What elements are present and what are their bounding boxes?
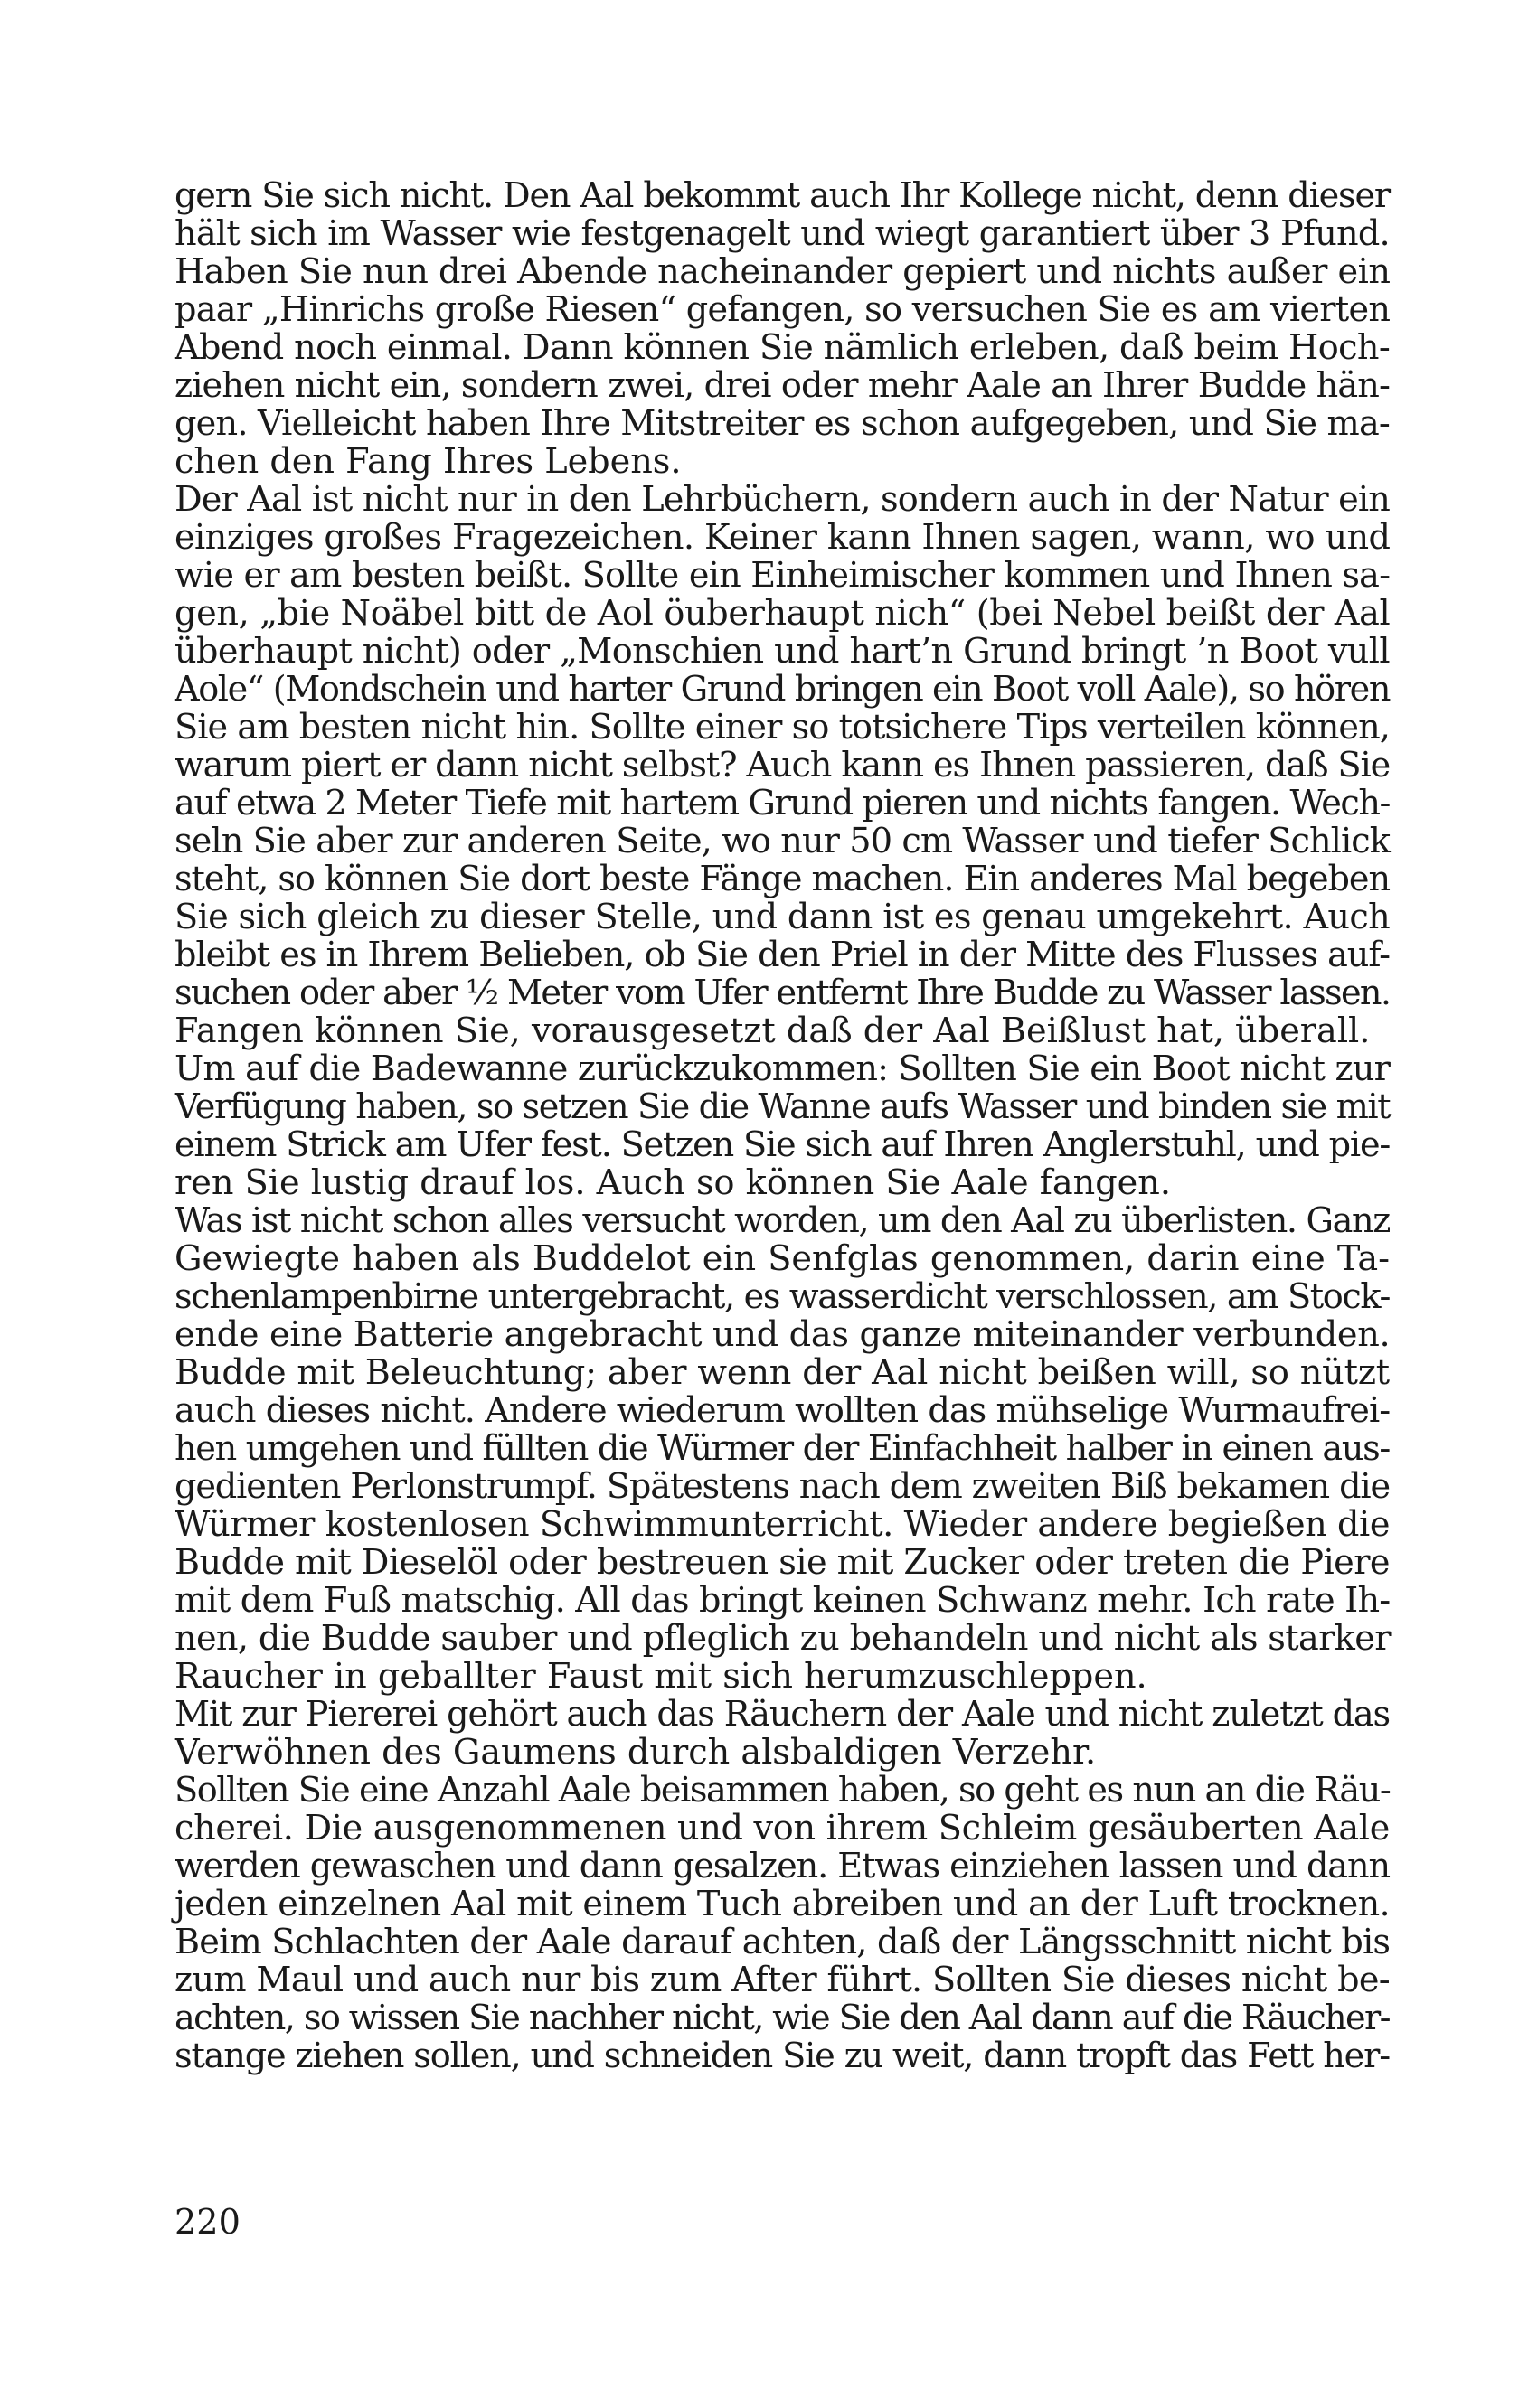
text-line: ren Sie lustig drauf los. Auch so können Sie Aale fangen. <box>175 1163 1172 1203</box>
text-line: paar „Hinrichs große Riesen“ gefangen, so versuchen Sie es am vierten <box>175 290 1391 330</box>
text-line: Verfügung haben, so setzen Sie die Wanne aufs Wasser und binden sie mit <box>175 1087 1391 1127</box>
text-line: Der Aal ist nicht nur in den Lehrbüchern, sondern auch in der Natur ein <box>175 480 1390 520</box>
text-line: Beim Schlachten der Aale darauf achten, daß der Längsschnitt nicht bis <box>175 1923 1391 1962</box>
text-line: Fangen können Sie, vorausgesetzt daß der Aal Beißlust hat, überall. <box>175 1011 1371 1051</box>
text-line: suchen oder aber ½ Meter vom Ufer entfernt Ihre Budde zu Wasser lassen. <box>175 974 1391 1013</box>
text-line: Verwöhnen des Gaumens durch alsbaldigen Verzehr. <box>175 1733 1097 1773</box>
body-text <box>175 177 1390 2075</box>
text-line: achten, so wissen Sie nachher nicht, wie Sie den Aal dann auf die Räucher- <box>175 1999 1390 2038</box>
text-line: Gewiegte haben als Buddelot ein Senfglas genommen, darin eine Ta- <box>175 1239 1390 1279</box>
text-line: cherei. Die ausgenommenen und von ihrem Schleim gesäuberten Aale <box>175 1809 1390 1848</box>
text-line: steht, so können Sie dort beste Fänge machen. Ein anderes Mal begeben <box>175 860 1390 899</box>
text-line: gedienten Perlonstrumpf. Spätestens nach dem zweiten Biß bekamen die <box>175 1467 1390 1507</box>
text-line: einziges großes Fragezeichen. Keiner kann Ihnen sagen, wann, wo und <box>175 518 1391 558</box>
text-line: mit dem Fuß matschig. All das bringt keinen Schwanz mehr. Ich rate Ih- <box>175 1581 1391 1621</box>
text-line: gern Sie sich nicht. Den Aal bekommt auch Ihr Kollege nicht, denn dieser <box>175 176 1390 216</box>
text-line: hen umgehen und füllten die Würmer der Einfachheit halber in einen aus- <box>175 1429 1390 1469</box>
text-line: jeden einzelnen Aal mit einem Tuch abreiben und an der Luft trocknen. <box>175 1885 1391 1924</box>
text-line: auch dieses nicht. Andere wiederum wollten das mühselige Wurmaufrei- <box>175 1391 1391 1431</box>
text-line: ziehen nicht ein, sondern zwei, drei oder mehr Aale an Ihrer Budde hän- <box>175 366 1390 406</box>
text-line: überhaupt nicht) oder „Monschien und hart’n Grund bringt ’n Boot vull <box>175 632 1390 672</box>
text-line: Sollten Sie eine Anzahl Aale beisammen haben, so geht es nun an die Räu- <box>175 1771 1391 1811</box>
text-line: Sie am besten nicht hin. Sollte einer so totsichere Tips verteilen können, <box>175 708 1391 748</box>
text-line: Abend noch einmal. Dann können Sie nämlich erleben, daß beim Hoch- <box>175 328 1391 368</box>
text-line: Budde mit Beleuchtung; aber wenn der Aal nicht beißen will, so nützt <box>175 1353 1390 1393</box>
text-line: hält sich im Wasser wie festgenagelt und wiegt garantiert über 3 Pfund. <box>175 214 1390 254</box>
text-line: einem Strick am Ufer fest. Setzen Sie sich auf Ihren Anglerstuhl, und pie- <box>175 1125 1391 1165</box>
text-line: nen, die Budde sauber und pfleglich zu behandeln und nicht als starker <box>175 1619 1391 1659</box>
text-line: Haben Sie nun drei Abende nacheinander gepiert und nichts außer ein <box>175 252 1391 292</box>
text-line: Aole“ (Mondschein und harter Grund bringen ein Boot voll Aale), so hören <box>175 670 1391 710</box>
text-line: gen, „bie Noäbel bitt de Aol öuberhaupt nich“ (bei Nebel beißt der Aal <box>175 594 1391 634</box>
text-line: Würmer kostenlosen Schwimmunterricht. Wieder andere begießen die <box>175 1505 1390 1545</box>
text-line: seln Sie aber zur anderen Seite, wo nur 50 cm Wasser und tiefer Schlick <box>175 822 1390 861</box>
text-line: gen. Vielleicht haben Ihre Mitstreiter es schon aufgegeben, und Sie ma- <box>175 404 1391 444</box>
text-line: stange ziehen sollen, und schneiden Sie zu weit, dann tropft das Fett her- <box>175 2036 1390 2076</box>
text-line: Mit zur Piererei gehört auch das Räuchern der Aale und nicht zuletzt das <box>175 1695 1390 1735</box>
text-line: bleibt es in Ihrem Belieben, ob Sie den Priel in der Mitte des Flusses auf- <box>175 936 1390 975</box>
text-line: Budde mit Dieselöl oder bestreuen sie mit Zucker oder treten die Piere <box>175 1543 1390 1583</box>
text-line: schenlampenbirne untergebracht, es wasserdicht verschlossen, am Stock- <box>175 1277 1390 1317</box>
text-line: Sie sich gleich zu dieser Stelle, und dann ist es genau umgekehrt. Auch <box>175 898 1391 937</box>
text-line: zum Maul und auch nur bis zum After führt. Sollten Sie dieses nicht be- <box>175 1961 1390 2000</box>
text-line: Um auf die Badewanne zurückzukommen: Sollten Sie ein Boot nicht zur <box>175 1049 1391 1089</box>
page-number: 220 <box>175 2203 241 2243</box>
text-line: Was ist nicht schon alles versucht worden, um den Aal zu überlisten. Ganz <box>175 1201 1390 1241</box>
text-line: auf etwa 2 Meter Tiefe mit hartem Grund pieren und nichts fangen. Wech- <box>175 784 1390 823</box>
text-line: warum piert er dann nicht selbst? Auch kann es Ihnen passieren, daß Sie <box>175 746 1391 785</box>
text-line: ende eine Batterie angebracht und das ganze miteinander verbunden. <box>175 1315 1391 1355</box>
text-line: chen den Fang Ihres Lebens. <box>175 442 682 482</box>
text-line: Raucher in geballter Faust mit sich herumzuschleppen. <box>175 1657 1147 1697</box>
text-line: wie er am besten beißt. Sollte ein Einheimischer kommen und Ihnen sa- <box>175 556 1391 596</box>
text-line: werden gewaschen und dann gesalzen. Etwas einziehen lassen und dann <box>175 1847 1390 1886</box>
